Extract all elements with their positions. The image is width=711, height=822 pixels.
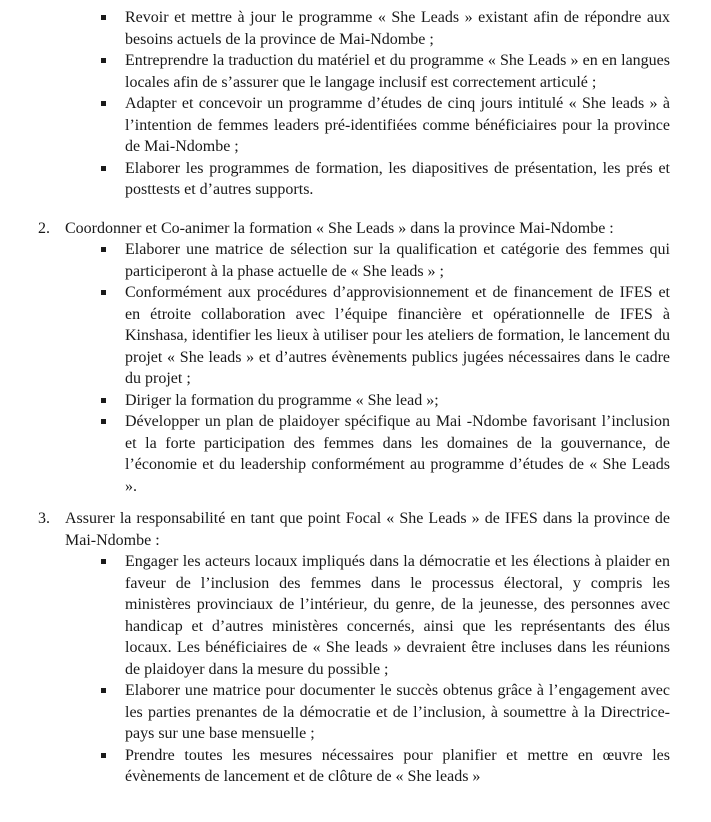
list-item — [100, 7, 670, 50]
bullet-square-icon — [101, 290, 106, 295]
bullet-square-icon — [101, 247, 106, 252]
bullet-square-icon — [101, 15, 106, 20]
bullet-square-icon — [101, 419, 106, 424]
list-item — [100, 50, 670, 93]
bullet-square-icon — [101, 101, 106, 106]
bullet-text: Prendre toutes les mesures nécessaires pour planifier et mettre en œuvre les évènements de lancement et de clôture de « She leads » — [125, 746, 670, 785]
list-item — [100, 745, 670, 788]
section-3 — [0, 508, 711, 788]
bullet-text: Diriger la formation du programme « She lead »; — [125, 391, 439, 409]
section-2 — [0, 218, 711, 498]
bullet-text: Elaborer une matrice pour documenter le succès obtenus grâce à l’engagement avec les parties prenantes de la démocratie et de l’inclusion, à soumettre à la Directrice-pays sur une base mensuelle ; — [125, 682, 670, 742]
list-item — [100, 93, 670, 158]
section-heading-text: Coordonner et Co-animer la formation « She Leads » dans la province Mai-Ndombe : — [65, 219, 614, 237]
section-number: 2. — [38, 219, 50, 237]
list-item — [100, 411, 670, 497]
section-2-bullet-list — [100, 239, 670, 497]
bullet-text: Adapter et concevoir un programme d’études de cinq jours intitulé « She leads » à l’intention de femmes leaders pré-identifiées comme bénéficiaires pour la province de Mai-Ndombe ; — [125, 95, 670, 155]
bullet-text: Conformément aux procédures d’approvisionnement et de financement de IFES et en étroite collaboration avec l’équipe financière et opérationnelle de IFES à Kinshasa, identifier les lieux à utiliser pour les ateliers de formation, le lancement du projet « She leads » et d’autres évènements publics jugées nécessaires dans le cadre du projet ; — [125, 284, 670, 387]
section-heading — [38, 508, 670, 551]
bullet-text: Revoir et mettre à jour le programme « She Leads » existant afin de répondre aux besoins actuels de la province de Mai-Ndombe ; — [125, 9, 670, 48]
bullet-square-icon — [101, 58, 106, 63]
section-heading — [38, 218, 670, 240]
section-heading-text: Assurer la responsabilité en tant que point Focal « She Leads » de IFES dans la province de Mai-Ndombe : — [65, 510, 670, 549]
bullet-text: Entreprendre la traduction du matériel et du programme « She Leads » en en langues locales afin de s’assurer que le langage inclusif est correctement articulé ; — [125, 52, 670, 91]
list-item — [100, 158, 670, 201]
list-item — [100, 680, 670, 745]
bullet-square-icon — [101, 398, 106, 403]
bullet-text: Elaborer les programmes de formation, les diapositives de présentation, les prés et posttests et d’autres supports. — [125, 159, 670, 198]
bullet-square-icon — [101, 166, 106, 171]
bullet-square-icon — [101, 753, 106, 758]
list-item — [100, 390, 670, 412]
list-item — [100, 239, 670, 282]
list-item — [100, 282, 670, 390]
bullet-square-icon — [101, 688, 106, 693]
list-item — [100, 551, 670, 680]
bullet-text: Développer un plan de plaidoyer spécifique au Mai -Ndombe favorisant l’inclusion et la forte participation des femmes dans les domaines de la gouvernance, de l’économie et du leadership conformément au programme d’études de « She Leads ». — [125, 413, 670, 495]
section-3-bullet-list — [100, 551, 670, 788]
bullet-text: Elaborer une matrice de sélection sur la qualification et catégorie des femmes qui participeront à la phase actuelle de « She leads » ; — [125, 241, 670, 280]
bullet-square-icon — [101, 559, 106, 564]
section-number: 3. — [38, 510, 50, 527]
intro-bullet-list — [100, 7, 670, 201]
bullet-text: Engager les acteurs locaux impliqués dans la démocratie et les élections à plaider en faveur de l’inclusion des femmes dans le processus électoral, y compris les ministères provinciaux de l’intérieur, du genre, de la jeunesse, des personnes avec handicap et d’autres ministères concernés, ainsi que les représentants des élus locaux. Les bénéficiaires de « She leads » devraient être incluses dans les réunions de plaidoyer dans la mesure du possible ; — [125, 553, 670, 678]
